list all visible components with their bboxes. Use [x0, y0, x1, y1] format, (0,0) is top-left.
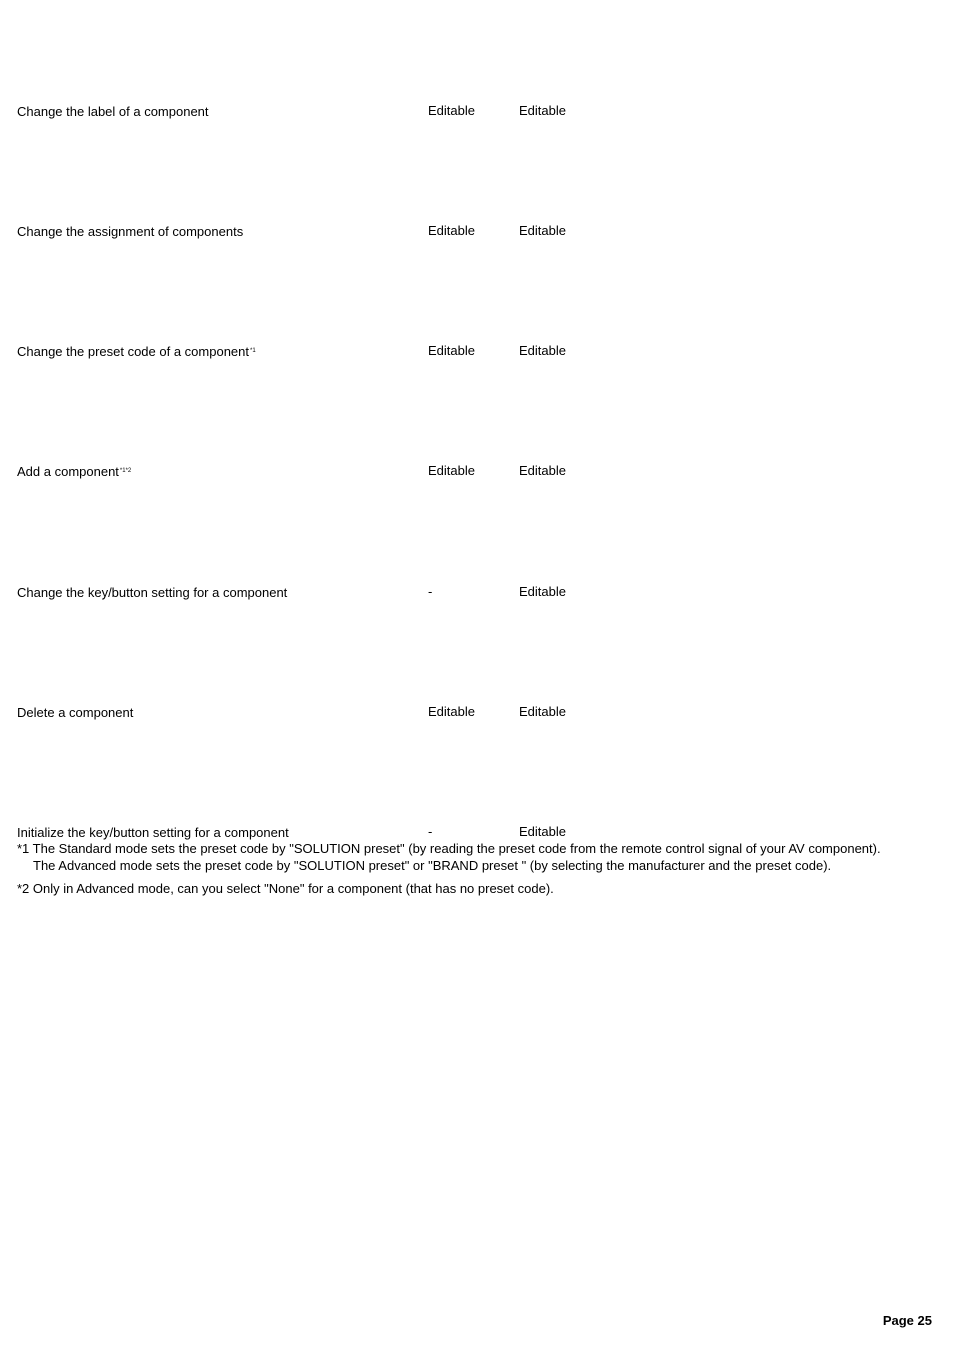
advanced-mode-value: Editable: [519, 584, 566, 599]
row-label: Change the label of a component: [17, 104, 209, 119]
table-row: [0, 102, 954, 120]
row-label: Add a component$^{*1*2}$: [17, 464, 132, 479]
advanced-mode-value: Editable: [519, 704, 566, 719]
standard-mode-value: Editable: [428, 463, 475, 478]
advanced-mode-value: Editable: [519, 103, 566, 118]
standard-mode-value: Editable: [428, 223, 475, 238]
row-label: Change the key/button setting for a component: [17, 585, 288, 600]
standard-mode-value: -: [428, 824, 433, 839]
advanced-mode-value: Editable: [519, 343, 566, 358]
advanced-mode-value: Editable: [519, 223, 566, 238]
advanced-mode-value: Editable: [519, 824, 566, 839]
table-row: [0, 703, 954, 721]
table-row: [0, 342, 954, 360]
standard-mode-value: Editable: [428, 343, 475, 358]
footnote-1: *1 The Standard mode sets the preset code by "SOLUTION preset" (by reading the preset code from the remote control signal of your AV component).: [17, 841, 881, 856]
footnote-ref: *1: [250, 348, 256, 354]
footnote-ref: *1*2: [119, 468, 132, 474]
row-label: Change the assignment of components: [17, 224, 244, 239]
advanced-mode-value: Editable: [519, 463, 566, 478]
table-row: [0, 823, 954, 841]
table-row: [0, 222, 954, 240]
table-row: [0, 583, 954, 601]
footnote-2: *2 Only in Advanced mode, can you select "None" for a component (that has no preset code).: [17, 881, 554, 896]
row-label: Change the preset code of a component$^{*1}$: [17, 344, 256, 359]
table-row: [0, 462, 954, 480]
footnote-1-continued: The Advanced mode sets the preset code by "SOLUTION preset" or "BRAND preset " (by selecting the manufacturer and the preset code).: [33, 858, 832, 873]
row-label: Delete a component: [17, 705, 134, 720]
standard-mode-value: Editable: [428, 103, 475, 118]
standard-mode-value: Editable: [428, 704, 475, 719]
standard-mode-value: -: [428, 584, 433, 599]
page-number: Page 25: [882, 1313, 932, 1328]
row-label: Initialize the key/button setting for a component: [17, 825, 289, 840]
